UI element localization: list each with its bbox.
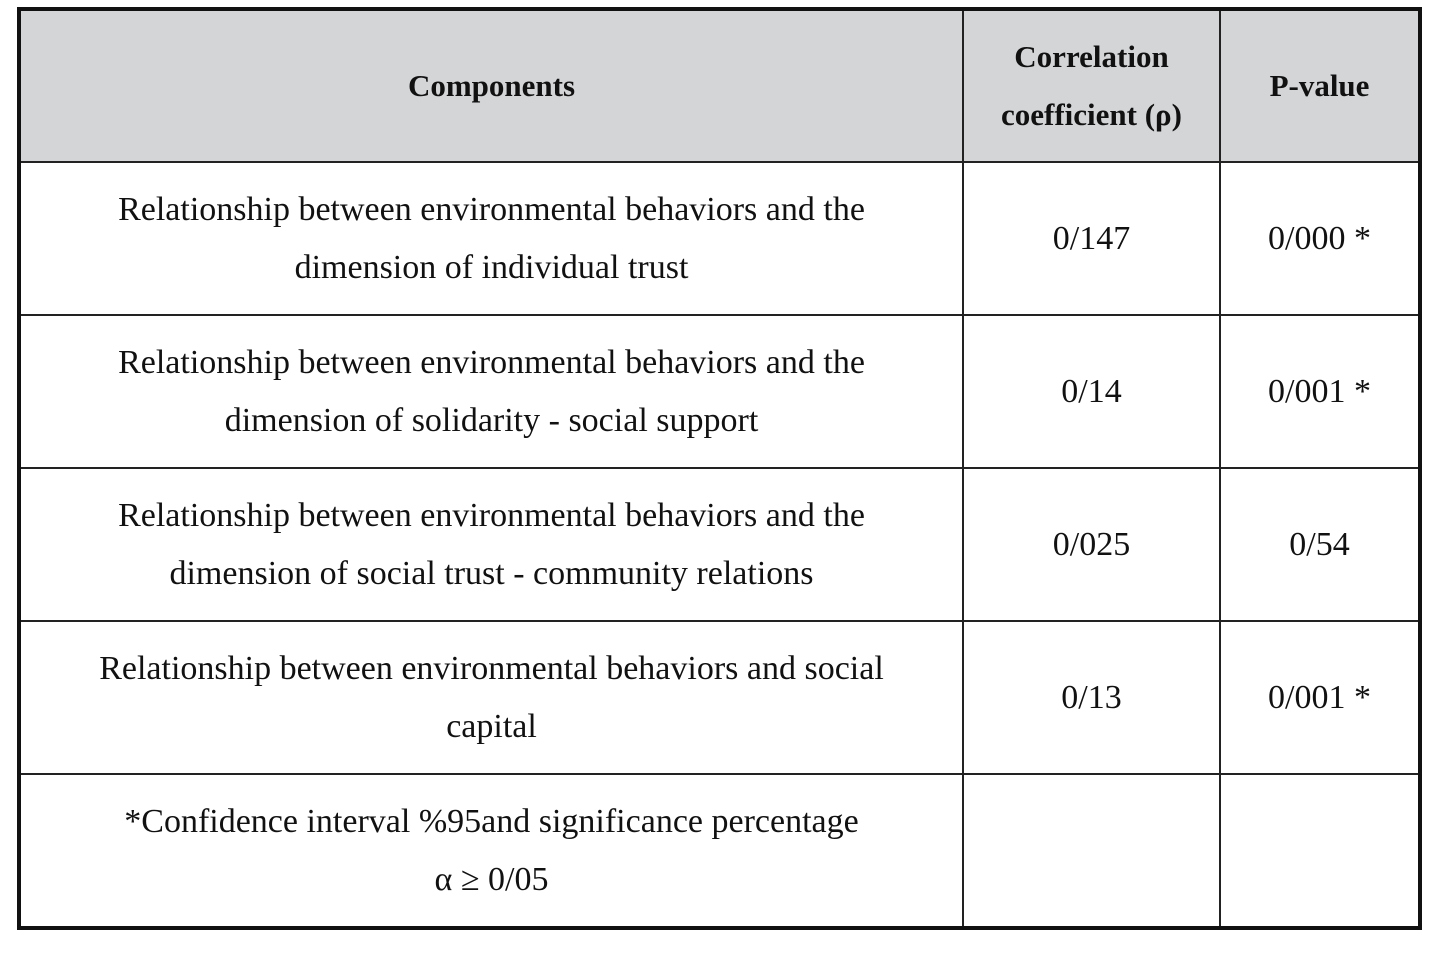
empty-cell bbox=[1220, 774, 1420, 928]
component-cell: Relationship between environmental behaviors and the dimension of social trust - community relations bbox=[19, 468, 963, 621]
pvalue-cell: 0/000 * bbox=[1220, 162, 1420, 315]
component-cell: Relationship between environmental behaviors and the dimension of individual trust bbox=[19, 162, 963, 315]
table-row bbox=[19, 468, 1420, 621]
rho-cell: 0/025 bbox=[963, 468, 1220, 621]
footnote-row bbox=[19, 774, 1420, 928]
header-correlation bbox=[963, 9, 1220, 162]
table-row bbox=[19, 162, 1420, 315]
table-row bbox=[19, 315, 1420, 468]
rho-cell: 0/147 bbox=[963, 162, 1220, 315]
header-components bbox=[19, 9, 963, 162]
header-row bbox=[19, 9, 1420, 162]
table-row bbox=[19, 621, 1420, 774]
header-components-label: Components bbox=[407, 68, 576, 103]
empty-cell bbox=[963, 774, 1220, 928]
rho-cell: 0/13 bbox=[963, 621, 1220, 774]
pvalue-cell: 0/54 bbox=[1220, 468, 1420, 621]
header-pvalue-label: P-value bbox=[1269, 68, 1370, 103]
component-cell: Relationship between environmental behaviors and social capital bbox=[19, 621, 963, 774]
footnote-cell: *Confidence interval %95and significance percentage α ≥ 0/05 bbox=[19, 774, 963, 928]
header-pvalue bbox=[1220, 9, 1420, 162]
header-correlation-label: Correlation coefficient (ρ) bbox=[1001, 39, 1182, 132]
pvalue-cell: 0/001 * bbox=[1220, 315, 1420, 468]
rho-cell: 0/14 bbox=[963, 315, 1220, 468]
component-cell: Relationship between environmental behaviors and the dimension of solidarity - social support bbox=[19, 315, 963, 468]
pvalue-cell: 0/001 * bbox=[1220, 621, 1420, 774]
correlation-table bbox=[17, 7, 1422, 930]
